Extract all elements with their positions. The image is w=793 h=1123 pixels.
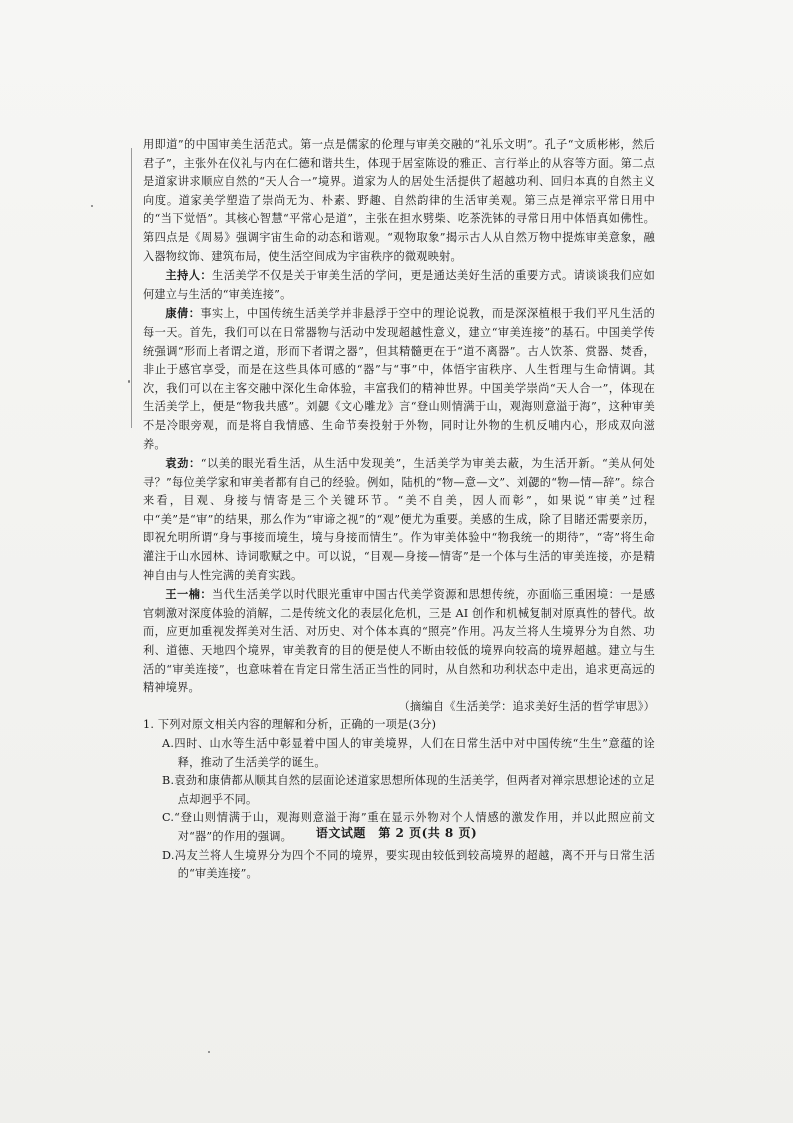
option-letter: B. [162,774,175,788]
option-text: 袁劲和康倩都从顺其自然的层面论述道家思想所体现的生活美学，但两者对禅宗思想论述的立足点却迥乎不同。 [174,774,655,806]
host-paragraph [143,266,655,304]
intro-paragraph: 用即道”的中国审美生活范式。第一点是儒家的伦理与审美交融的“礼乐文明”。孔子“文质彬彬，然后君子”，主张外在仪礼与内在仁德和谐共生，体现于居室陈设的雅正、言行举止的从容等方面。第二点是道家讲求顺应自然的“天人合一”境界。道家为人的居处生活提供了超越功利、回归本真的自然主义向度。道家美学塑造了崇尚无为、朴素、野趣、自然韵律的生活审美观。第三点是禅宗平常日用中的“当下觉悟”。其核心智慧“平常心是道”，主张在担水劈柴、吃茶洗钵的寻常日用中体悟真如佛性。第四点是《周易》强调宇宙生命的动态和谐观。“观物取象”揭示古人从自然万物中提炼审美意象，融入器物纹饰、建筑布局，使生活空间成为宇宙秩序的微观映射。 [143,138,655,263]
scan-speck [128,380,130,383]
wangyinan-text: 当代生活美学以时代眼光重审中国古代美学资源和思想传统，亦面临三重困境：一是感官刺激对深度体验的消解，二是传统文化的表层化危机，三是 AI 创作和机械复制对原真性的替代。故而，应更加重视发挥美对生活、对历史、对个体本真的“照亮”作用。冯友兰将人生境界分为自然、功利、道德、天地四个境界，审美教育的目的便是使人不断由较低的境界向较高的境界超越。建立与生活的“审美连接”，也意味着在肯定日常生活正当性的同时，从自然和功利状态中走出，追求更高远的精神境界。 [143,588,655,695]
host-text: 生活美学不仅是关于审美生活的学问，更是通达美好生活的重要方式。请谈谈我们应如何建立与生活的“审美连接”。 [143,269,655,301]
question-1 [143,716,655,883]
scan-speck [208,1051,210,1053]
speaker-host: 主持人： [165,268,213,283]
yuanjin-text: “以美的眼光看生活，从生活中发现美”，生活美学为审美去蔽，为生活开新。“美从何处寻？”每位美学家和审美者都有自己的经验。例如，陆机的“物—意—文”、刘勰的“物—情—辞”。综合来看，目观、身接与情寄是三个关键环节。“美不自美，因人而彰”，如果说“审美”过程中“美”是“审”的结果，那么作为“审谛之视”的“观”便尤为重要。美感的生成，除了目睹还需要亲历，即祝允明所谓“身与事接而境生，境与身接而情生”。作为审美体验中“物我统一的期待”，“寄”将生命灌注于山水园林、诗词歌赋之中。可以说，“目观—身接—情寄”是一个体与生活的审美连接，亦是精神自由与人性完满的美育实践。 [143,457,655,582]
kangqian-text: 事实上，中国传统生活美学并非悬浮于空中的理论说教，而是深深植根于我们平凡生活的每一天。首先，我们可以在日常器物与活动中发现超越性意义，建立“审美连接”的基石。中国美学传统强调“形而上者谓之道，形而下者谓之器”，但其精髓更在于“道不离器”。古人饮茶、赏器、焚香，非止于感官享受，而是在这些具体可感的“器”与“事”中，体悟宇宙秩序、人生哲理与生命情调。其次，我们可以在主客交融中深化生命体验，丰富我们的精神世界。中国美学崇尚“天人合一”，体现在生活美学上，便是“物我共感”。刘勰《文心雕龙》言“登山则情满于山，观海则意溢于海”，这种审美不是冷眼旁观，而是将自我情感、生命节奏投射于外物，同时让外物的生机反哺内心，形成双向滋养。 [143,307,655,451]
speaker-yuanjin: 袁劲： [165,456,201,471]
option-text: “登山则情满于山，观海则意溢于海”重在显示外物对个人情感的激发作用，并以此照应前文对“器”的作用的强调。 [174,811,655,843]
option-letter: C. [162,811,175,825]
option-a [143,735,655,772]
option-text: 冯友兰将人生境界分为四个不同的境界，要实现由较低到较高境界的超越，离不开与日常生活的“审美连接”。 [174,848,655,881]
option-letter: D. [162,848,175,862]
yuanjin-paragraph [143,454,655,585]
source-citation: （摘编自《生活美学：追求美好生活的哲学审思》） [398,699,655,713]
scan-speck [91,205,93,207]
article-content [143,136,655,884]
page-footer: 语文试题 第 2 页(共 8 页) [315,826,478,840]
option-d [143,847,655,884]
kangqian-paragraph [143,304,655,454]
option-text: 四时、山水等生活中彰显着中国人的审美境界，人们在日常生活中对中国传统“生生”意蕴的诠释，推动了生活美学的诞生。 [174,737,655,769]
question-stem: 1. 下列对原文相关内容的理解和分析，正确的一项是(3分) [143,718,437,732]
margin-line [131,148,132,428]
option-b [143,772,655,809]
wangyinan-paragraph [143,585,655,698]
speaker-kangqian: 康倩： [165,306,201,321]
option-letter: A. [162,737,175,750]
speaker-wangyinan: 王一楠： [165,587,213,602]
